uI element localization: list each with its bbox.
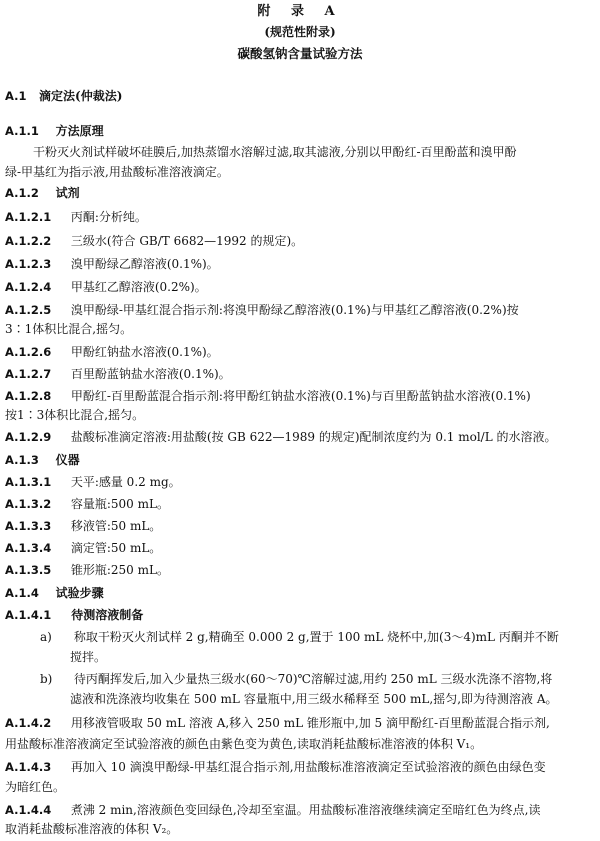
clause-text: 滴定管:50 mL。: [70, 541, 162, 555]
clause-a144: [5, 803, 540, 818]
clause-number: A.1.2.8: [5, 389, 52, 403]
clause-number: A.1.2.4: [5, 280, 52, 294]
clause-a134: [5, 541, 161, 556]
clause-text: 甲酚红-百里酚蓝混合指示剂:将甲酚红钠盐水溶液(0.1%)与百里酚蓝钠盐水溶液(0.1%): [70, 389, 531, 403]
clause-a126: [5, 345, 219, 360]
list-item-text: 称取干粉灭火剂试样 2 g,精确至 0.000 2 g,置于 100 mL 烧杯中,加(3～4)mL 丙酮并不断: [73, 630, 559, 644]
appendix-nature: (规范性附录): [264, 25, 336, 39]
clause-a128-continuation: 按1∶3体积比混合,摇匀。: [5, 408, 145, 422]
list-item-b-continuation: 滤液和洗涤液均收集在 500 mL 容量瓶中,用三级水稀释至 500 mL,摇匀,即为待测溶液 A。: [70, 692, 558, 706]
clause-number: A.1.2.1: [5, 210, 52, 224]
clause-number: A.1.2.2: [5, 234, 52, 248]
list-item-b: [40, 672, 552, 686]
clause-number: A.1.3.4: [5, 541, 52, 555]
appendix-heading: 附 录 A: [257, 4, 343, 19]
clause-number: A.1.2.6: [5, 345, 52, 359]
clause-a128: [5, 389, 531, 404]
clause-text: 锥形瓶:250 mL。: [70, 563, 169, 577]
list-item-label: b): [40, 672, 53, 686]
clause-number: A.1.3.1: [5, 475, 52, 489]
clause-a125: [5, 303, 519, 318]
clause-a125-continuation: 3∶1体积比混合,摇匀。: [5, 322, 133, 336]
clause-number: A.1.3.3: [5, 519, 52, 533]
clause-text: 移液管:50 mL。: [70, 519, 162, 533]
appendix-title: 碳酸氢钠含量试验方法: [237, 46, 363, 61]
clause-text: 溴甲酚绿乙醇溶液(0.1%)。: [70, 257, 219, 271]
section-title: 方法原理: [55, 124, 104, 138]
section-title: 试验步骤: [55, 586, 104, 600]
principle-paragraph-line-2: 绿-甲基红为指示液,用盐酸标准溶液滴定。: [5, 165, 229, 179]
list-item-a: [40, 630, 559, 644]
section-a14-heading: [5, 586, 104, 601]
section-number: A.1.1: [5, 124, 39, 138]
clause-a132: [5, 497, 169, 512]
clause-text: 容量瓶:500 mL。: [70, 497, 169, 511]
clause-number: A.1.2.9: [5, 430, 52, 444]
clause-text: 煮沸 2 min,溶液颜色变回绿色,冷却至室温。用盐酸标准溶液继续滴定至暗红色为终点,读: [70, 803, 541, 817]
section-number: A.1: [5, 89, 27, 103]
clause-text: 甲酚红钠盐水溶液(0.1%)。: [70, 345, 219, 359]
section-title: 滴定法(仲裁法): [39, 89, 123, 103]
clause-a121: [5, 210, 147, 225]
section-a13-heading: [5, 453, 80, 468]
clause-a124: [5, 280, 207, 295]
clause-a122: [5, 234, 303, 249]
list-item-a-continuation: 搅拌。: [70, 650, 107, 664]
clause-a141-heading: [5, 608, 143, 623]
clause-number: A.1.4.3: [5, 760, 52, 774]
clause-text: 丙酮:分析纯。: [70, 210, 147, 224]
clause-title: 待测溶液制备: [71, 608, 144, 622]
clause-text: 甲基红乙醇溶液(0.2%)。: [70, 280, 207, 294]
principle-paragraph-line-1: 干粉灭火剂试样破坏硅膜后,加热蒸馏水溶解过滤,取其滤液,分别以甲酚红-百里酚蓝和溴甲酚: [33, 145, 517, 159]
clause-a129: [5, 430, 557, 445]
clause-text: 盐酸标准滴定溶液:用盐酸(按 GB 622—1989 的规定)配制浓度约为 0.1 mol/L 的水溶液。: [70, 430, 557, 444]
clause-a135: [5, 563, 169, 578]
clause-number: A.1.2.3: [5, 257, 52, 271]
clause-number: A.1.4.1: [5, 608, 52, 622]
section-a12-heading: [5, 186, 80, 201]
clause-number: A.1.2.7: [5, 367, 52, 381]
clause-number: A.1.2.5: [5, 303, 52, 317]
clause-a131: [5, 475, 181, 490]
section-number: A.1.3: [5, 453, 39, 467]
list-item-text: 待丙酮挥发后,加入少量热三级水(60～70)℃溶解过滤,用约 250 mL 三级水洗涤不溶物,将: [73, 672, 553, 686]
section-title: 仪器: [55, 453, 80, 467]
clause-a142-continuation: 用盐酸标准溶液滴定至试验溶液的颜色由紫色变为黄色,读取消耗盐酸标准溶液的体积 V₁。: [5, 737, 483, 751]
clause-a123: [5, 257, 219, 272]
clause-a127: [5, 367, 231, 382]
section-number: A.1.2: [5, 186, 39, 200]
clause-text: 天平:感量 0.2 mg。: [70, 475, 181, 489]
clause-number: A.1.4.4: [5, 803, 52, 817]
section-number: A.1.4: [5, 586, 39, 600]
clause-text: 百里酚蓝钠盐水溶液(0.1%)。: [70, 367, 231, 381]
section-a1-heading: [5, 89, 122, 104]
clause-text: 溴甲酚绿-甲基红混合指示剂:将溴甲酚绿乙醇溶液(0.1%)与甲基红乙醇溶液(0.2%)按: [70, 303, 519, 317]
clause-a143-continuation: 为暗红色。: [5, 780, 66, 794]
clause-number: A.1.4.2: [5, 716, 52, 730]
clause-number: A.1.3.2: [5, 497, 52, 511]
list-item-label: a): [40, 630, 52, 644]
section-title: 试剂: [55, 186, 80, 200]
clause-a144-continuation: 取消耗盐酸标准溶液的体积 V₂。: [5, 822, 179, 836]
clause-a142: [5, 716, 550, 731]
clause-text: 再加入 10 滴溴甲酚绿-甲基红混合指示剂,用盐酸标准溶液滴定至试验溶液的颜色由绿色变: [70, 760, 546, 774]
clause-text: 三级水(符合 GB/T 6682—1992 的规定)。: [70, 234, 304, 248]
clause-text: 用移液管吸取 50 mL 溶液 A,移入 250 mL 锥形瓶中,加 5 滴甲酚红-百里酚蓝混合指示剂,: [70, 716, 550, 730]
section-a11-heading: [5, 124, 104, 139]
clause-number: A.1.3.5: [5, 563, 52, 577]
clause-a143: [5, 760, 546, 775]
clause-a133: [5, 519, 161, 534]
